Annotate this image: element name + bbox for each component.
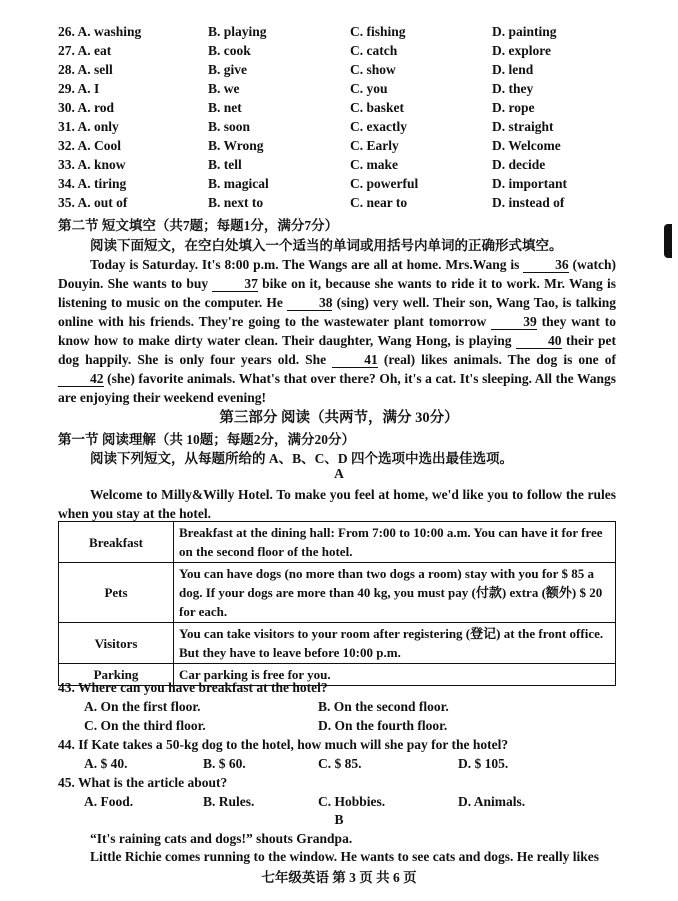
option-row [58, 24, 638, 43]
answer-option: B. On the second floor. [318, 699, 449, 714]
option-a: 30. A. rod [58, 100, 115, 115]
option-b: B. Wrong [208, 138, 264, 153]
option-d: D. they [492, 81, 534, 96]
option-row [58, 81, 638, 100]
part3-instruction: 阅读下列短文，从每题所给的 A、B、C、D 四个选项中选出最佳选项。 [90, 451, 514, 466]
answer-option: A. Food. [84, 794, 134, 809]
answer-option: C. On the third floor. [84, 718, 206, 733]
table-row [59, 563, 616, 623]
answer-option: A. On the first floor. [84, 699, 201, 714]
blank-40: 40 [516, 334, 562, 349]
option-row [58, 195, 638, 214]
cloze-text: their pet dog happily. She is only four years old. She [58, 333, 617, 367]
option-a: 33. A. know [58, 157, 126, 172]
part3-title: 第三部分 阅读（共两节，满分 30分） [219, 410, 459, 426]
option-row [58, 43, 638, 62]
rule-value: You can have dogs (no more than two dogs a room) stay with you for $ 85 a dog. If your dogs are more than 40 kg, you must pay (付款) extra (额外) $ 20 for each. [174, 563, 616, 623]
rule-key: Pets [59, 563, 174, 623]
cloze-text: (sing) very well. Their son, Wang Tao, is talking online with his friends. They're going to the wastewater plant tomorrow [58, 295, 617, 329]
cloze-passage [58, 255, 616, 407]
option-row [58, 119, 638, 138]
answer-option: B. Rules. [203, 794, 255, 809]
rule-key: Visitors [59, 623, 174, 664]
blank-36: 36 [523, 258, 569, 273]
option-c: C. fishing [350, 24, 406, 39]
option-a: 34. A. tiring [58, 176, 127, 191]
option-c: C. Early [350, 138, 399, 153]
answer-option: D. $ 105. [458, 756, 509, 771]
option-b: B. net [208, 100, 242, 115]
question-45: 45. What is the article about? [58, 775, 228, 790]
blank-42: 42 [58, 372, 104, 387]
option-a: 27. A. eat [58, 43, 112, 58]
page-footer: 七年级英语 第 3 页 共 6 页 [261, 870, 417, 885]
option-d: D. rope [492, 100, 535, 115]
cloze-text: (she) favorite animals. What's that over there? Oh, it's a cat. It's sleeping. All the Wangs are enjoying their weekend evening! [58, 371, 616, 405]
option-c: C. you [350, 81, 388, 96]
section2-heading: 第二节 短文填空（共7题；每题1分，满分7分） [58, 218, 339, 233]
option-b: B. next to [208, 195, 264, 210]
option-b: B. give [208, 62, 247, 77]
answer-option: B. $ 60. [203, 756, 246, 771]
option-d: D. straight [492, 119, 554, 134]
option-d: D. instead of [492, 195, 565, 210]
option-b: B. tell [208, 157, 242, 172]
blank-38: 38 [287, 296, 333, 311]
passage-b-label: B [334, 812, 344, 827]
option-a: 32. A. Cool [58, 138, 122, 153]
option-b: B. soon [208, 119, 251, 134]
option-c: C. make [350, 157, 398, 172]
question-43: 43. Where can you have breakfast at the hotel? [58, 680, 328, 695]
answer-option: C. Hobbies. [318, 794, 386, 809]
table-row [59, 522, 616, 563]
option-d: D. Welcome [492, 138, 561, 153]
answer-option: D. Animals. [458, 794, 526, 809]
option-c: C. catch [350, 43, 398, 58]
blank-39: 39 [491, 315, 537, 330]
options-grid [58, 24, 638, 214]
answer-option: A. $ 40. [84, 756, 128, 771]
option-a: 26. A. washing [58, 24, 142, 39]
cloze-text: (watch) Douyin. She wants to buy [58, 257, 617, 291]
answer-option: D. On the fourth floor. [318, 718, 448, 733]
binding-mark [664, 224, 672, 258]
cloze-text: (real) likes animals. The dog is one of [383, 352, 616, 367]
cloze-text: bike on it, because she wants to ride it to work. Mr. Wang is listening to music on the computer. He [58, 276, 616, 310]
cloze-text: Today is Saturday. It's 8:00 p.m. The Wangs are all at home. Mrs.Wang is [90, 257, 520, 272]
option-a: 31. A. only [58, 119, 119, 134]
rule-key: Breakfast [59, 522, 174, 563]
option-d: D. painting [492, 24, 557, 39]
option-a: 28. A. sell [58, 62, 113, 77]
passage-a-intro: Welcome to Milly&Willy Hotel. To make you feel at home, we'd like you to follow the rules when you stay at the hotel. [58, 487, 616, 521]
option-c: C. basket [350, 100, 405, 115]
option-c: C. powerful [350, 176, 419, 191]
question-44: 44. If Kate takes a 50-kg dog to the hotel, how much will she pay for the hotel? [58, 737, 509, 752]
passage-b-line: “It's raining cats and dogs!” shouts Grandpa. [90, 831, 353, 846]
rule-value: You can take visitors to your room after registering (登记) at the front office. But they have to leave before 10:00 p.m. [174, 623, 616, 664]
option-b: B. we [208, 81, 240, 96]
blank-41: 41 [332, 353, 378, 368]
option-d: D. lend [492, 62, 534, 77]
blank-37: 37 [212, 277, 258, 292]
section2-instruction: 阅读下面短文，在空白处填入一个适当的单词或用括号内单词的正确形式填空。 [90, 238, 563, 253]
option-row [58, 100, 638, 119]
option-c: C. near to [350, 195, 408, 210]
option-a: 35. A. out of [58, 195, 128, 210]
option-c: C. show [350, 62, 396, 77]
option-d: D. decide [492, 157, 546, 172]
option-row [58, 138, 638, 157]
rule-key: Parking [59, 664, 174, 686]
passage-a-label: A [334, 466, 344, 481]
table-row [59, 623, 616, 664]
option-d: D. important [492, 176, 567, 191]
option-c: C. exactly [350, 119, 407, 134]
option-row [58, 176, 638, 195]
cloze-text: they want to know how to make dirty water clean. Their daughter, Wang Hong, is playing [58, 314, 616, 348]
option-row [58, 157, 638, 176]
option-b: B. magical [208, 176, 269, 191]
option-a: 29. A. I [58, 81, 100, 96]
answer-option: C. $ 85. [318, 756, 362, 771]
rule-value: Car parking is free for you. [174, 664, 616, 686]
hotel-rules-table [58, 521, 616, 686]
option-b: B. cook [208, 43, 251, 58]
option-d: D. explore [492, 43, 551, 58]
part3-heading: 第一节 阅读理解（共 10题；每题2分，满分20分） [58, 432, 355, 447]
rule-value: Breakfast at the dining hall: From 7:00 to 10:00 a.m. You can have it for free on the second floor of the hotel. [174, 522, 616, 563]
option-row [58, 62, 638, 81]
option-b: B. playing [208, 24, 267, 39]
passage-b-line: Little Richie comes running to the window. He wants to see cats and dogs. He really likes [90, 849, 599, 864]
